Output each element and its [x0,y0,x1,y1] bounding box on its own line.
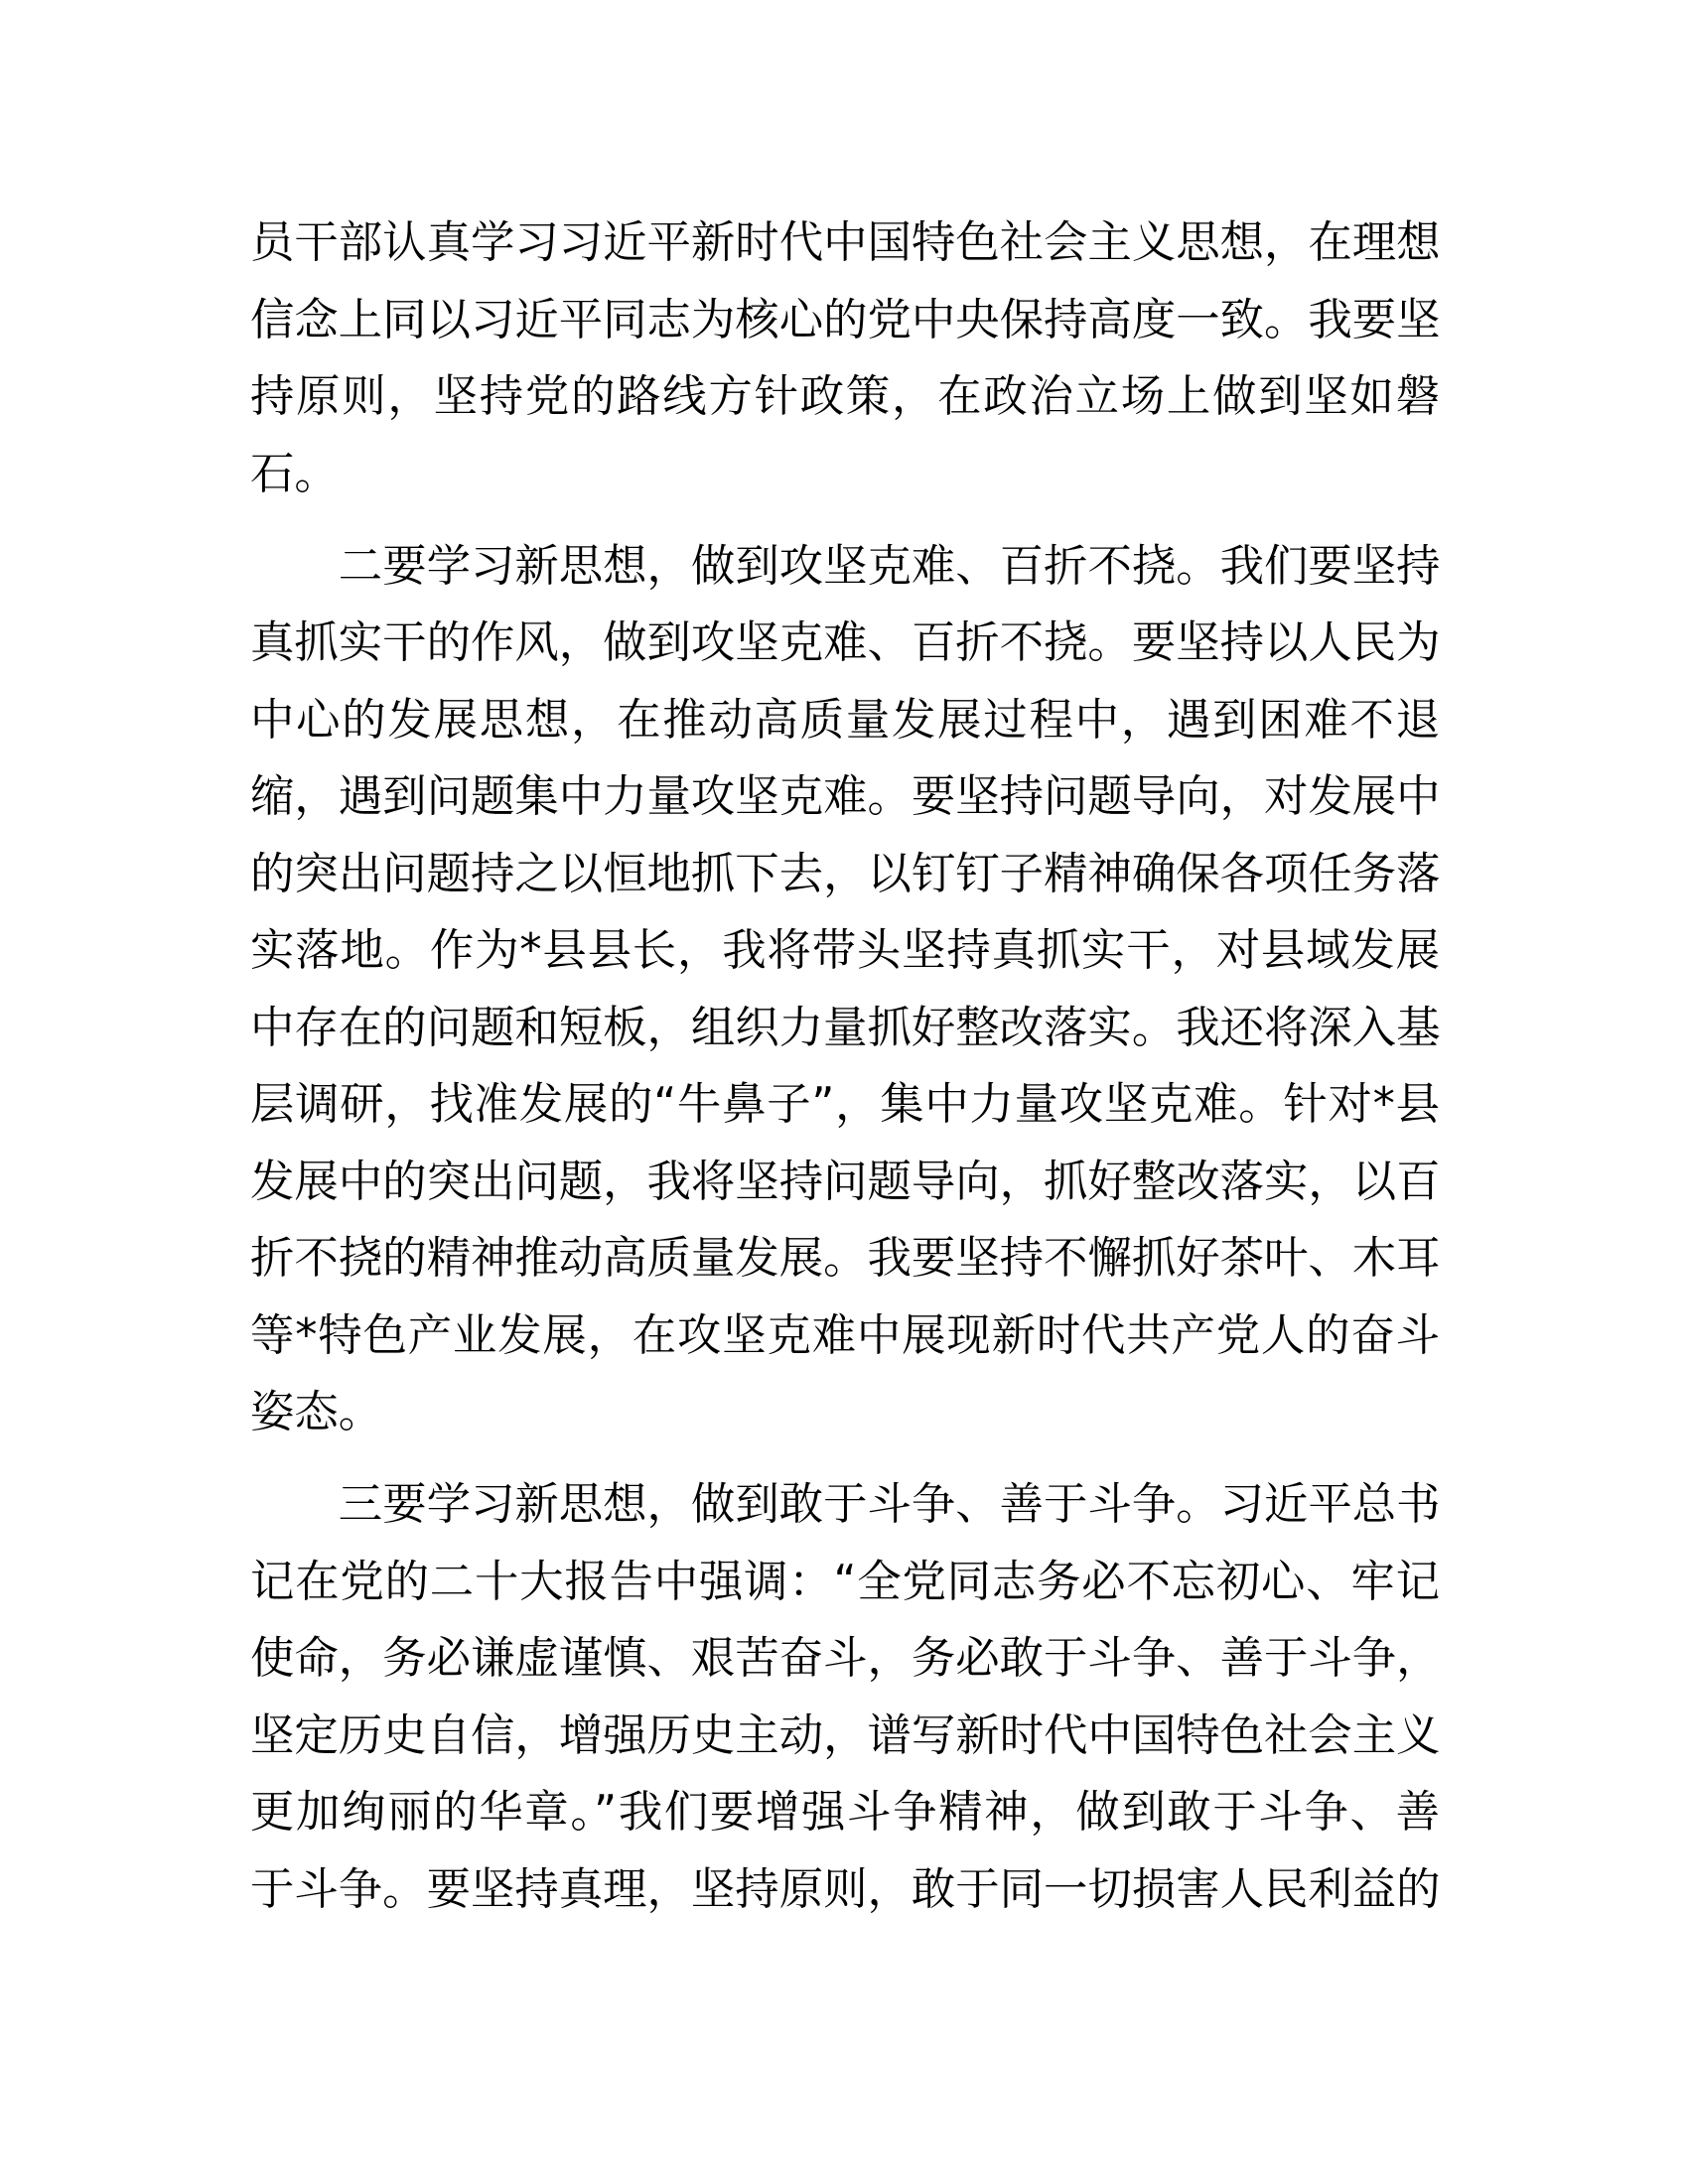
text-line: 石。 [250,448,339,499]
text-line: 等*特色产业发展，在攻坚克难中展现新时代共产党人的奋斗 [250,1309,1440,1361]
text-line: 发展中的突出问题，我将坚持问题导向，抓好整改落实，以百 [250,1156,1441,1207]
text-line: 三要学习新思想，做到敢于斗争、善于斗争。习近平总书 [338,1479,1441,1530]
text-line: 缩，遇到问题集中力量攻坚克难。要坚持问题导向，对发展中 [250,771,1441,822]
text-line: 坚定历史自信，增强历史主动，谱写新时代中国特色社会主义 [250,1709,1441,1761]
text-line: 真抓实干的作风，做到攻坚克难、百折不挠。要坚持以人民为 [250,617,1441,668]
text-line: 信念上同以习近平同志为核心的党中央保持高度一致。我要坚 [250,294,1441,345]
text-line: 二要学习新思想，做到攻坚克难、百折不挠。我们要坚持 [338,540,1441,592]
paragraph-2 [250,528,1440,1451]
text-line: 姿态。 [250,1387,383,1437]
document-body [250,205,1440,1944]
text-line: 更加绚丽的华章。”我们要增强斗争精神，做到敢于斗争、善 [250,1787,1440,1838]
text-line: 于斗争。要坚持真理，坚持原则，敢于同一切损害人民利益的 [250,1863,1441,1915]
text-line: 的突出问题持之以恒地抓下去，以钉钉子精神确保各项任务落 [250,848,1441,899]
text-line: 员干部认真学习习近平新时代中国特色社会主义思想，在理想 [250,217,1441,268]
paragraph-3 [250,1466,1440,1928]
text-line: 中心的发展思想，在推动高质量发展过程中，遇到困难不退 [250,694,1440,746]
text-line: 记在党的二十大报告中强调：“全党同志务必不忘初心、牢记 [250,1556,1440,1607]
text-line: 实落地。作为*县县长，我将带头坚持真抓实干，对县域发展 [250,925,1440,976]
text-line: 层调研，找准发展的“牛鼻子”，集中力量攻坚克难。针对*县 [250,1079,1440,1130]
text-line: 使命，务必谦虚谨慎、艰苦奋斗，务必敢于斗争、善于斗争， [250,1633,1441,1684]
paragraph-1 [250,205,1440,512]
text-line: 折不挠的精神推动高质量发展。我要坚持不懈抓好茶叶、木耳 [250,1233,1441,1284]
text-line: 持原则，坚持党的路线方针政策，在政治立场上做到坚如磐 [250,371,1440,422]
text-line: 中存在的问题和短板，组织力量抓好整改落实。我还将深入基 [250,1002,1441,1053]
